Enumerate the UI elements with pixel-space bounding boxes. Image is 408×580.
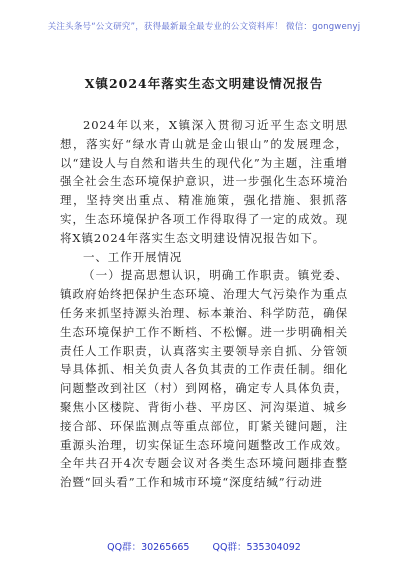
section-heading: 一、工作开展情况 [83, 249, 183, 264]
footer-qq-group-1: QQ群：30265665 [107, 542, 190, 553]
document-body [60, 116, 348, 492]
section-paragraph: （一）提高思想认识，明确工作职责。镇党委、镇政府始终把保护生态环境、治理大气污染作为重点任务来抓坚持源头治理、标本兼治、科学防范，确保生态环境保护工作不断档、不松懈。进一步明确相关责任人工作职责，认真落实主要领导亲自抓、分管领导具体抓、相关负责人各负其责的工作责任制。细化问题整改到社区（村）到网格，确定专人具体负责，聚焦小区楼院、背街小巷、平房区、河沟渠道、城乡接合部、环保监测点等重点部位，盯紧关键问题，注重源头治理，切实保证生态环境问题整改工作成效。全年共召开4次专题会议对各类生态环境问题排查整治暨“回头看”工作和城市环境“深度结缄”行动进 [60, 268, 348, 490]
document-title: X镇2024年落实生态文明建设情况报告 [84, 76, 324, 91]
intro-paragraph: 2024年以来，X镇深入贯彻习近平生态文明思想，落实好“绿水青山就是金山银山”的发展理念，以“建设人与自然和谐共生的现代化”为主题，注重增强全社会生态环境保护意识，进一步强化生态环境治理，坚持突出重点、精准施策，强化措施、狠抓落实，生态环境保护各项工作得取得了一定的成效。现将X镇2024年落实生态文明建设情况报告如下。 [60, 118, 348, 245]
footer-qq-group-2: QQ群：535304092 [212, 542, 301, 553]
header-banner: 关注头条号“公文研究”，获得最新最全最专业的公文资料库！ 微信：gongwenyj [47, 22, 361, 32]
footer [0, 539, 408, 553]
